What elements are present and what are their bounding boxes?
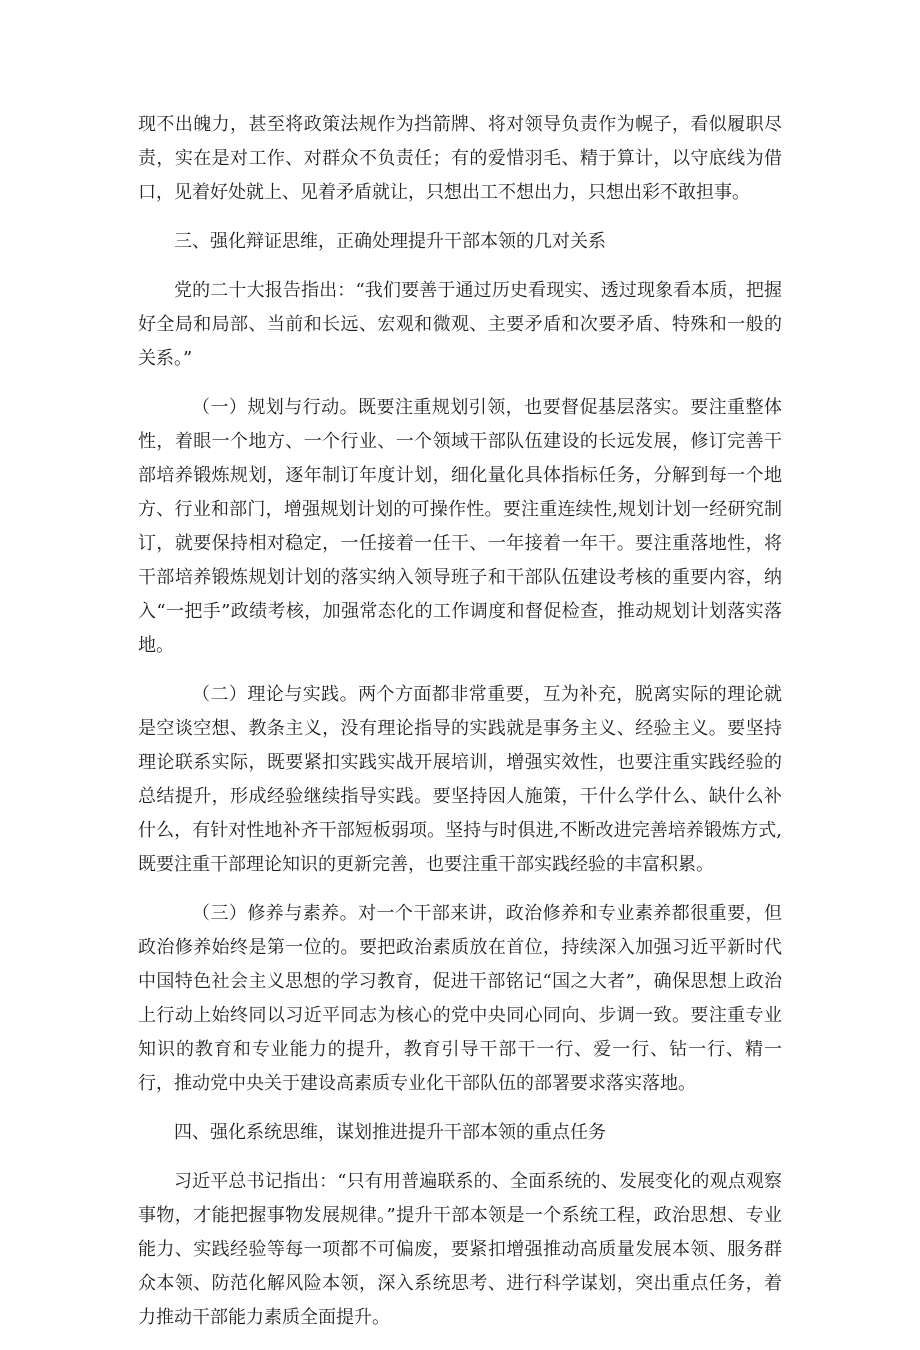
paragraph-systems-thinking: 习近平总书记指出：“只有用普遍联系的、全面系统的、发展变化的观点观察事物，才能把握事物发展规律。”提升干部本领是一个系统工程，政治思想、专业能力、实践经验等每一项都不可偏废，要紧扣增强推动高质量发展本领、服务群众本领、防范化解风险本领，深入系统思考、进行科学谋划，突出重点任务，着力推动干部能力素质全面提升。 (138, 1171, 782, 1328)
paragraph-planning-action: （一）规划与行动。既要注重规划引领，也要督促基层落实。要注重整体性，着眼一个地方、一个行业、一个领域干部队伍建设的长远发展，修订完善干部培养锻炼规划，逐年制订年度计划，细化量化具体指标任务，分解到每一个地方、行业和部门，增强规划计划的可操作性。要注重连续性,规划计划一经研究制订，就要保持相对稳定，一任接着一任干、一年接着一年干。要注重落地性，将干部培养锻炼规划计划的落实纳入领导班子和干部队伍建设考核的重要内容，纳入“一把手”政绩考核，加强常态化的工作调度和督促检查，推动规划计划落实落地。 (138, 397, 782, 656)
section-heading-three: 三、强化辩证思维，正确处理提升干部本领的几对关系 (174, 231, 606, 252)
document-body (138, 108, 782, 1350)
paragraph-quote-report: 党的二十大报告指出：“我们要善于通过历史看现实、透过现象看本质，把握好全局和局部、当前和长远、宏观和微观、主要矛盾和次要矛盾、特殊和一般的关系。” (138, 280, 782, 369)
paragraph-continuation: 现不出魄力，甚至将政策法规作为挡箭牌、将对领导负责作为幌子，看似履职尽责，实在是对工作、对群众不负责任；有的爱惜羽毛、精于算计，以守底线为借口，见着好处就上、见着矛盾就让，只想出工不想出力，只想出彩不敢担事。 (138, 114, 782, 203)
paragraph-theory-practice: （二）理论与实践。两个方面都非常重要，互为补充，脱离实际的理论就是空谈空想、教条主义，没有理论指导的实践就是事务主义、经验主义。要坚持理论联系实际，既要紧扣实践实战开展培训，增强实效性，也要注重实践经验的总结提升，形成经验继续指导实践。要坚持因人施策，干什么学什么、缺什么补什么，有针对性地补齐干部短板弱项。坚持与时俱进,不断改进完善培养锻炼方式,既要注重干部理论知识的更新完善，也要注重干部实践经验的丰富积累。 (138, 684, 782, 875)
paragraph-cultivation-quality: （三）修养与素养。对一个干部来讲，政治修养和专业素养都很重要，但政治修养始终是第一位的。要把政治素质放在首位，持续深入加强习近平新时代中国特色社会主义思想的学习教育，促进干部铭记“国之大者”，确保思想上政治上行动上始终同以习近平同志为核心的党中央同心同向、步调一致。要注重专业知识的教育和专业能力的提升，教育引导干部干一行、爱一行、钻一行、精一行，推动党中央关于建设高素质专业化干部队伍的部署要求落实落地。 (138, 903, 782, 1094)
section-heading-four: 四、强化系统思维，谋划推进提升干部本领的重点任务 (174, 1122, 606, 1143)
